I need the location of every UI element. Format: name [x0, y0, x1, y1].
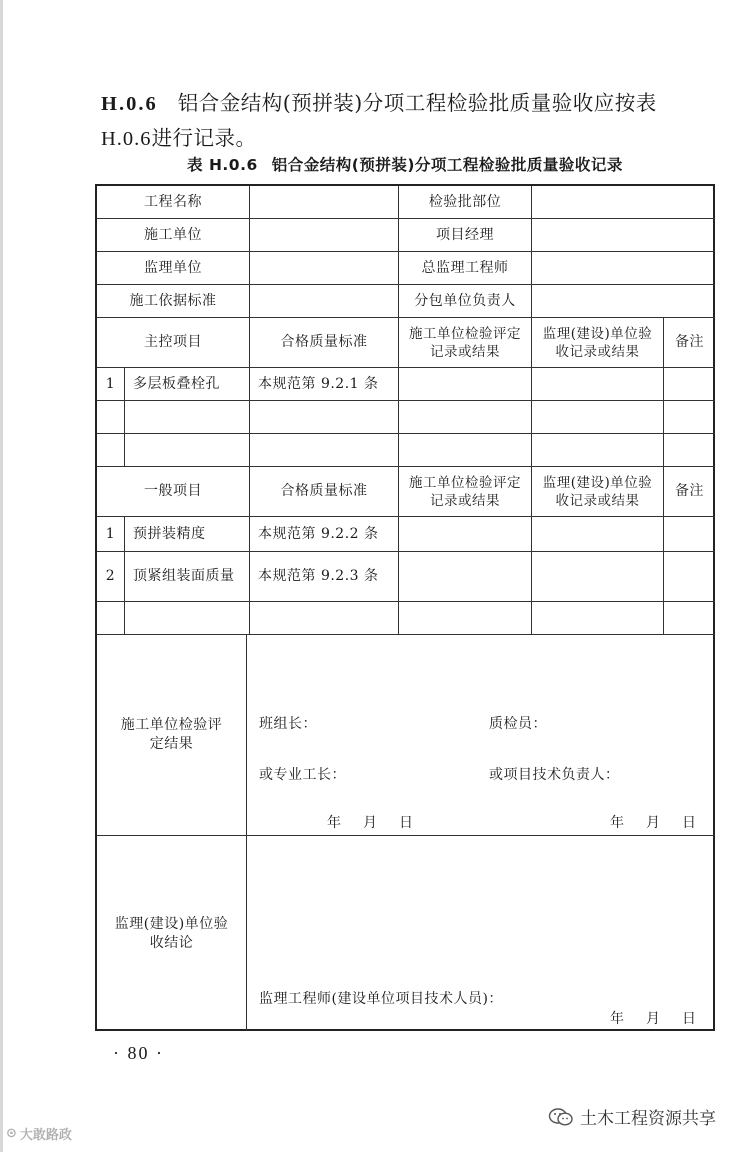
general-row-supervisor-result[interactable]	[532, 517, 664, 552]
clause-number: H.0.6	[101, 93, 158, 115]
main-row-remarks[interactable]	[664, 401, 715, 434]
label-chief-supervisor: 总监理工程师	[399, 252, 532, 285]
main-row-remarks[interactable]	[664, 434, 715, 467]
header-remarks: 备注	[664, 318, 715, 368]
general-row-supervisor-result[interactable]	[532, 602, 664, 635]
main-row-contractor-result[interactable]	[399, 368, 532, 401]
label-construction-standard: 施工依据标准	[97, 285, 250, 318]
main-row-supervisor-result[interactable]	[532, 368, 664, 401]
general-row-standard	[250, 602, 399, 635]
header-general-items: 一般项目	[97, 467, 250, 517]
main-row-item	[125, 434, 250, 467]
watermark-left: ⊙ 大敢路政	[6, 1126, 72, 1143]
value-supervision-unit[interactable]	[250, 252, 399, 285]
contractor-evaluation-label: 施工单位检验评定结果	[97, 635, 247, 836]
table-caption	[95, 153, 715, 175]
value-project-name[interactable]	[250, 186, 399, 219]
label-subcontractor-lead: 分包单位负责人	[399, 285, 532, 318]
general-row-supervisor-result[interactable]	[532, 552, 664, 602]
general-row-contractor-result[interactable]	[399, 517, 532, 552]
value-project-manager[interactable]	[532, 219, 715, 252]
main-row-number	[97, 434, 125, 467]
label-supervision-unit: 监理单位	[97, 252, 250, 285]
clause-text-after: 进行记录。	[151, 126, 257, 150]
watermark-right: 土木工程资源共享	[548, 1104, 716, 1129]
value-inspection-lot-location[interactable]	[532, 186, 715, 219]
general-row-number: 2	[97, 552, 125, 602]
wechat-icon	[548, 1107, 574, 1127]
contractor-date-right: 年 月 日	[610, 815, 696, 831]
main-row-number	[97, 401, 125, 434]
main-row-item: 多层板叠栓孔	[125, 368, 250, 401]
value-subcontractor-lead[interactable]	[532, 285, 715, 318]
header-contractor-result: 施工单位检验评定记录或结果	[399, 318, 532, 368]
table-caption-number: 表 H.0.6	[187, 156, 258, 174]
supervising-engineer-signature: 监理工程师(建设单位项目技术人员)：	[259, 991, 503, 1007]
general-row-remarks[interactable]	[664, 552, 715, 602]
main-row-contractor-result[interactable]	[399, 434, 532, 467]
general-row-remarks[interactable]	[664, 517, 715, 552]
watermark-logo-icon: ⊙	[6, 1126, 17, 1141]
header-supervisor-result: 监理(建设)单位验收记录或结果	[532, 318, 664, 368]
main-row-supervisor-result[interactable]	[532, 401, 664, 434]
value-construction-standard[interactable]	[250, 285, 399, 318]
team-leader-signature: 班组长：	[259, 716, 317, 732]
header-contractor-result: 施工单位检验评定记录或结果	[399, 467, 532, 517]
header-qualified-standard: 合格质量标准	[250, 318, 399, 368]
general-row-item: 顶紧组装面质量	[125, 552, 250, 602]
tech-lead-signature: 或项目技术负责人：	[489, 767, 620, 783]
general-row-standard: 本规范第 9.2.3 条	[250, 552, 399, 602]
general-row-number	[97, 602, 125, 635]
general-row-remarks[interactable]	[664, 602, 715, 635]
value-chief-supervisor[interactable]	[532, 252, 715, 285]
contractor-date-left: 年 月 日	[327, 815, 413, 831]
page-edge	[0, 0, 3, 1152]
main-row-standard	[250, 434, 399, 467]
contractor-evaluation-area[interactable]	[247, 635, 715, 836]
header-main-control-items: 主控项目	[97, 318, 250, 368]
header-remarks: 备注	[664, 467, 715, 517]
main-row-supervisor-result[interactable]	[532, 434, 664, 467]
clause-paragraph	[101, 86, 721, 156]
supervisor-date: 年 月 日	[610, 1011, 696, 1027]
table-caption-title: 铝合金结构(预拼装)分项工程检验批质量验收记录	[271, 156, 623, 174]
general-row-item: 预拼装精度	[125, 517, 250, 552]
main-row-item	[125, 401, 250, 434]
general-row-item	[125, 602, 250, 635]
main-row-number: 1	[97, 368, 125, 401]
acceptance-record-form	[95, 184, 715, 1031]
header-qualified-standard: 合格质量标准	[250, 467, 399, 517]
label-construction-unit: 施工单位	[97, 219, 250, 252]
supervisor-conclusion-label: 监理(建设)单位验收结论	[97, 836, 247, 1031]
page-number: · 80 ·	[113, 1043, 164, 1063]
clause-text-before: 铝合金结构(预拼装)分项工程检验批质量验收应按表	[177, 91, 657, 115]
foreman-signature: 或专业工长：	[259, 767, 346, 783]
clause-table-ref: H.0.6	[101, 128, 152, 150]
general-row-standard: 本规范第 9.2.2 条	[250, 517, 399, 552]
main-row-standard	[250, 401, 399, 434]
main-row-standard: 本规范第 9.2.1 条	[250, 368, 399, 401]
header-supervisor-result: 监理(建设)单位验收记录或结果	[532, 467, 664, 517]
main-row-contractor-result[interactable]	[399, 401, 532, 434]
value-construction-unit[interactable]	[250, 219, 399, 252]
general-row-number: 1	[97, 517, 125, 552]
general-row-contractor-result[interactable]	[399, 602, 532, 635]
main-row-remarks[interactable]	[664, 368, 715, 401]
label-project-manager: 项目经理	[399, 219, 532, 252]
label-project-name: 工程名称	[97, 186, 250, 219]
quality-inspector-signature: 质检员：	[489, 716, 547, 732]
general-row-contractor-result[interactable]	[399, 552, 532, 602]
label-inspection-lot-location: 检验批部位	[399, 186, 532, 219]
